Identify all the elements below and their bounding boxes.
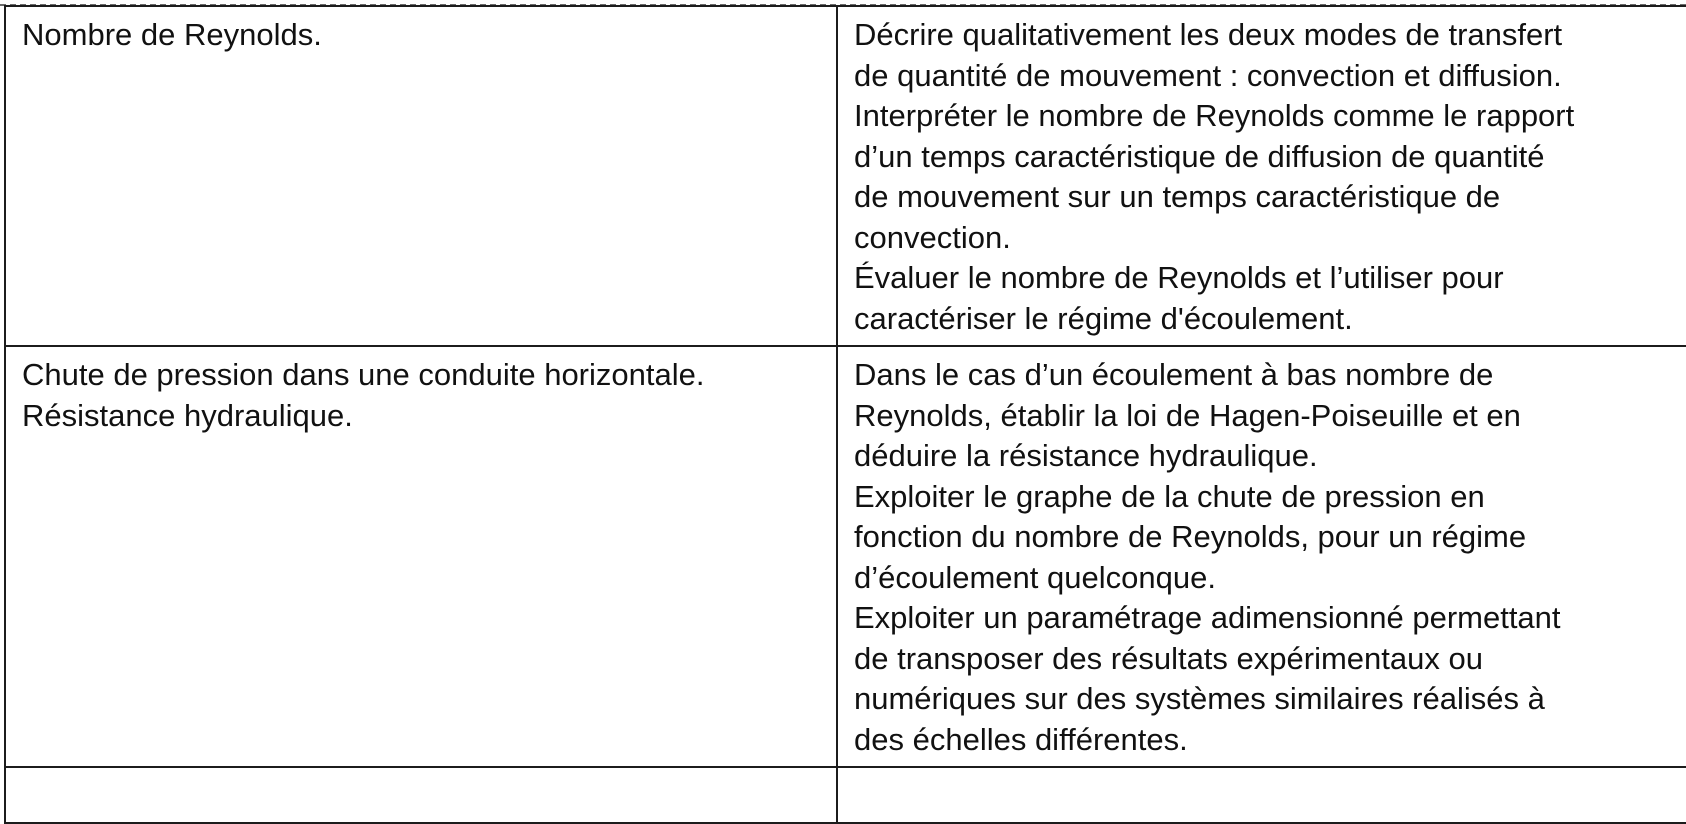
- notion-cell: [5, 346, 837, 767]
- capacite-text: de transposer des résultats expérimentaux ou: [854, 640, 1483, 676]
- capacite-text: d’écoulement quelconque.: [854, 559, 1216, 595]
- program-table: [4, 5, 1686, 824]
- capacite-text: déduire la résistance hydraulique.: [854, 438, 1318, 473]
- capacite-text: Reynolds, établir la loi de Hagen-Poiseuille et en: [854, 397, 1521, 433]
- capacite-text: de mouvement sur un temps caractéristique de: [854, 179, 1501, 214]
- table-row: [5, 6, 1686, 346]
- capacite-text: Exploiter un paramétrage adimensionné permettant: [854, 600, 1561, 635]
- table-row: [5, 346, 1686, 767]
- capacite-text: Interpréter le nombre de Reynolds comme le rapport: [854, 98, 1575, 133]
- capacite-text: Décrire qualitativement les deux modes de transfert: [854, 17, 1563, 52]
- notion-text: Résistance hydraulique.: [22, 397, 353, 433]
- capacite-text: Exploiter le graphe de la chute de pression en: [854, 478, 1485, 514]
- capacite-text: d’un temps caractéristique de diffusion de quantité: [854, 138, 1545, 174]
- notion-text: Chute de pression dans une conduite horizontale.: [22, 357, 705, 392]
- empty-cell: [5, 767, 837, 823]
- notion-text: Nombre de Reynolds.: [22, 17, 322, 52]
- capacite-text: des échelles différentes.: [854, 721, 1188, 757]
- capacite-text: de quantité de mouvement : convection et diffusion.: [854, 57, 1562, 93]
- capacite-text: convection.: [854, 219, 1011, 255]
- capacites-cell: [837, 346, 1686, 767]
- table-row: [5, 767, 1686, 823]
- capacite-text: caractériser le régime d'écoulement.: [854, 300, 1353, 336]
- capacite-text: numériques sur des systèmes similaires réalisés à: [854, 681, 1545, 716]
- capacite-text: fonction du nombre de Reynolds, pour un régime: [854, 519, 1527, 554]
- empty-cell: [837, 767, 1686, 823]
- capacite-text: Dans le cas d’un écoulement à bas nombre de: [854, 357, 1494, 392]
- capacites-cell: [837, 6, 1686, 346]
- notion-cell: [5, 6, 837, 346]
- capacite-text: Évaluer le nombre de Reynolds et l’utiliser pour: [854, 260, 1504, 295]
